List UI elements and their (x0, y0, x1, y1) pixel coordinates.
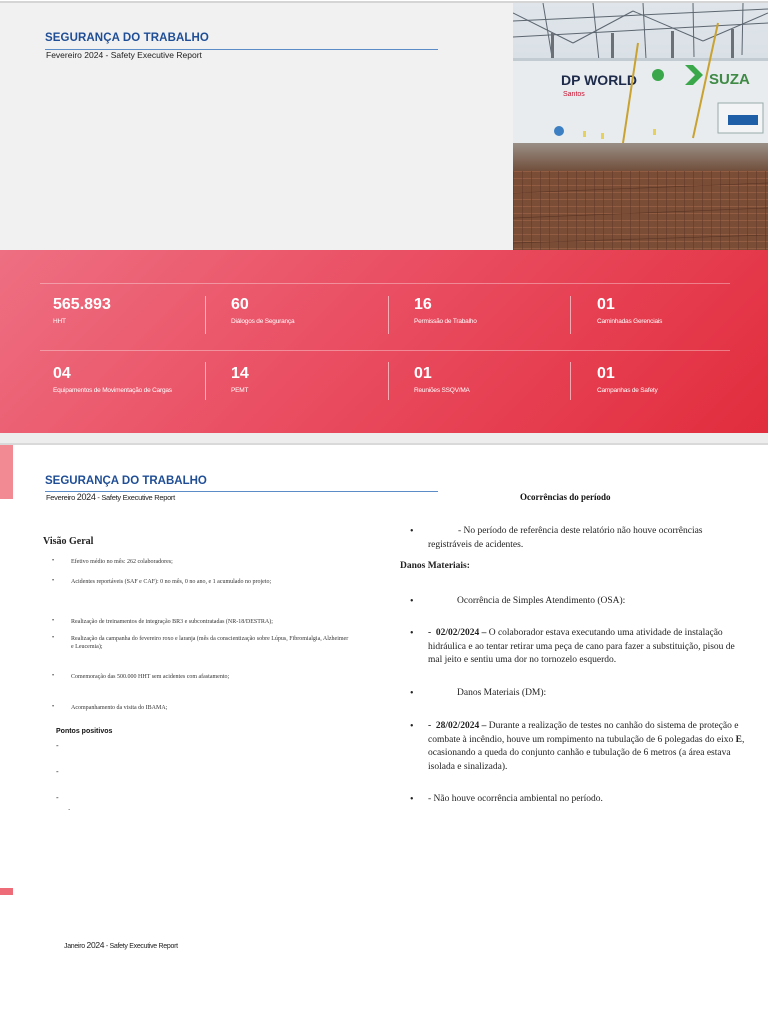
overview-item-text: Realização da campanha do fevereiro roxo e laranja (mês da conscientização sobre Lúpus, Fibromialgia, Alzheimer e Leucemia); (71, 636, 349, 650)
bullet-icon: • (410, 794, 414, 805)
bullet-icon: • (52, 618, 55, 624)
sign-brand-text: DP WORLD (561, 72, 637, 88)
band-divider-middle (40, 350, 730, 351)
osa-event: - 02/02/2024 – O colaborador estava executando uma atividade de instalação hidráulica e ao tentar retirar uma peça de cano para fazer a substituição, pisou de mal jeito e sentiu uma dor no tornozelo esquerdo. (428, 628, 735, 665)
osa-event-date: 02/02/2024 – (435, 628, 487, 638)
kpi-label: Permissão de Trabalho (414, 318, 477, 325)
subtitle-report: - Safety Executive Report (95, 493, 175, 502)
page-accent-tab (0, 445, 13, 499)
kpi-divider (570, 296, 571, 334)
page-title: SEGURANÇA DO TRABALHO (45, 32, 209, 44)
overview-item-text: Acompanhamento da visita do IBAMA; (71, 705, 168, 711)
kpi-label: PEMT (231, 387, 249, 394)
kpi-value: 01 (597, 296, 615, 313)
leaf-logo-icon (652, 69, 664, 81)
occurrences-heading: Ocorrências do período (520, 492, 611, 502)
page-separator (0, 433, 768, 443)
kpi-value: 01 (414, 365, 432, 382)
kpi-divider (570, 362, 571, 400)
kpi-value: 60 (231, 296, 249, 313)
kpi-label: Equipamentos de Movimentação de Cargas (53, 387, 172, 394)
bullet-icon: • (410, 688, 414, 699)
osa-event-text: O colaborador estava executando uma atividade de instalação hidráulica e ao tentar retirar uma peça de cano para fazer a substituição, pisou de mal jeito e sentiu uma dor no tornozelo esquerdo. (428, 628, 735, 665)
dm-heading: Danos Materiais (DM): (457, 688, 547, 698)
kpi-value: 04 (53, 365, 71, 382)
page-separator-edge (0, 443, 768, 445)
kpi-ssqv-meetings (414, 365, 470, 394)
page-subtitle (46, 492, 175, 502)
dm-event-text: Durante a realização de testes no canhão do sistema de proteção e combate à incêndio, houve um rompimento na tubulação de 6 polegadas do eixo (428, 721, 739, 745)
kpi-divider (205, 296, 206, 334)
kpi-label: Caminhadas Gerenciais (597, 318, 663, 325)
kpi-divider (388, 362, 389, 400)
bullet-icon: • (52, 673, 55, 679)
kpi-pemt (231, 365, 249, 394)
occurrences-intro: - No período de referência deste relatório não houve ocorrências registráveis de acidentes. (428, 526, 703, 550)
positive-point-item: - (56, 793, 59, 802)
kpi-value: 01 (597, 365, 615, 382)
overview-heading: Visão Geral (43, 536, 94, 547)
sign-partner-text: SUZA (709, 71, 750, 88)
kpi-label: Campanhas de Safety (597, 387, 658, 394)
page-footer (64, 940, 178, 950)
bullet-icon: • (52, 558, 55, 564)
kpi-value: 14 (231, 365, 249, 382)
subtitle-year: 2024 (76, 492, 96, 502)
kpi-work-permits (414, 296, 477, 325)
bullet-icon: • (410, 721, 414, 732)
sign-city-text: Santos (563, 91, 585, 98)
overview-item-text: Comemoração das 500.000 HHT sem acidentes com afastamento; (71, 674, 230, 680)
page-subtitle: Fevereiro 2024 - Safety Executive Report (46, 50, 202, 60)
kpi-divider (205, 362, 206, 400)
kpi-divider (388, 296, 389, 334)
bullet-icon: • (52, 578, 55, 584)
band-divider-top (40, 283, 730, 284)
construction-site-photo (513, 3, 768, 254)
dm-event-axis: E (735, 734, 742, 745)
kpi-band (0, 250, 768, 433)
kpi-label: HHT (53, 318, 66, 325)
positive-point-item: - (56, 741, 59, 750)
dm-event-text-end: , ocasionando a queda do conjunto canhão e tubulação de 6 metros (a área estava isolada e sinalizada). (428, 734, 745, 772)
footer-year: 2024 (86, 940, 105, 950)
bullet-icon: • (410, 596, 414, 607)
positive-points-heading: Pontos positivos (56, 728, 113, 735)
kpi-hht (53, 296, 111, 325)
positive-point-item: . (68, 803, 71, 812)
kpi-value: 16 (414, 296, 432, 313)
bullet-icon: • (52, 635, 55, 641)
dm-event: - 28/02/2024 – Durante a realização de testes no canhão do sistema de proteção e combate à incêndio, houve um rompimento na tubulação de 6 polegadas do eixo E, ocasionando a queda do conjunto canhão e tubulação de 6 metros (a área estava isolada e sinalizada). (428, 721, 745, 772)
kpi-safety-campaigns (597, 365, 658, 394)
overview-item-text: Efetivo médio no mês: 262 colaboradores; (71, 559, 173, 565)
bullet-icon: • (410, 628, 414, 639)
overview-item-text: Acidentes reportáveis (SAF e CAF): 0 no mês, 0 no ano, e 1 acumulado no projeto; (71, 579, 272, 585)
dm-event-date: 28/02/2024 – (435, 721, 487, 731)
footer-month: Janeiro (64, 943, 87, 950)
material-damages-heading: Danos Materiais: (400, 561, 470, 571)
bullet-icon: • (410, 526, 414, 537)
subtitle-month: Fevereiro (46, 493, 77, 502)
osa-heading: Ocorrência de Simples Atendimento (OSA): (457, 596, 626, 606)
kpi-label: Diálogos de Segurança (231, 318, 295, 325)
page-accent-marker (0, 888, 13, 895)
positive-point-item: - (56, 767, 59, 776)
kpi-value: 565.893 (53, 296, 111, 313)
footer-report: - Safety Executive Report (104, 943, 178, 950)
environment-note: - Não houve ocorrência ambiental no período. (428, 794, 603, 804)
kpi-lifting-equipment (53, 365, 172, 394)
bullet-icon: • (52, 704, 55, 710)
kpi-label: Reuniões SSQV/MA (414, 387, 470, 394)
kpi-safety-dialogs (231, 296, 294, 325)
kpi-management-walks (597, 296, 662, 325)
page-title: SEGURANÇA DO TRABALHO (45, 475, 207, 487)
overview-item-text: Realização de treinamentos de integração BR3 e subcontratadas (NR-18/DESTRA); (71, 619, 273, 625)
